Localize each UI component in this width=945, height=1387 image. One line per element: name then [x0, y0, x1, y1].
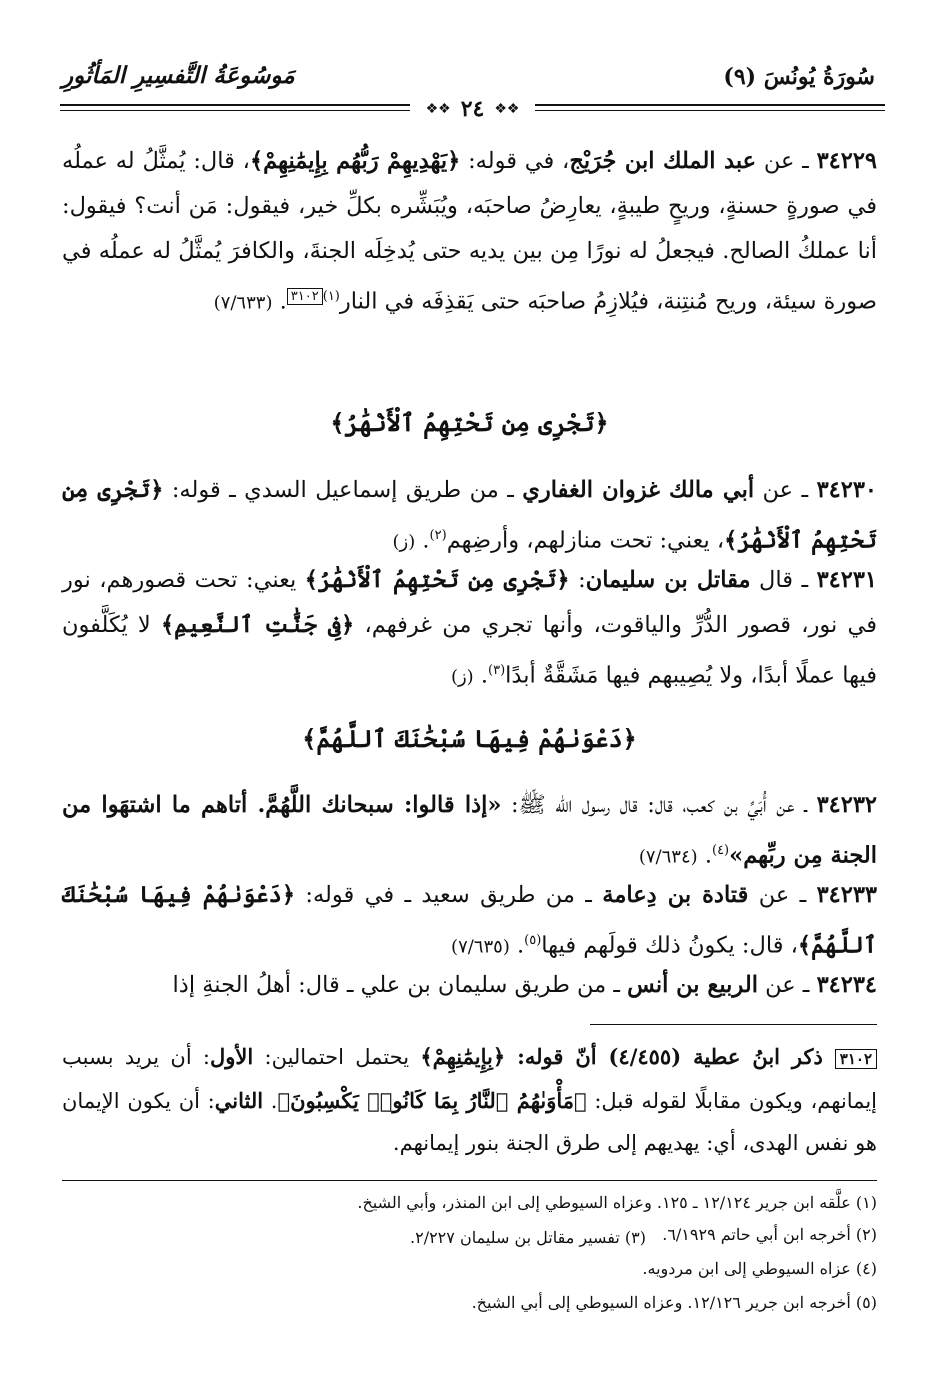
- commentary-rule: [590, 1024, 877, 1025]
- footnote-mark: (٢): [429, 528, 447, 543]
- narrator-name: مقاتل بن سليمان: [585, 567, 751, 593]
- footnote-mark: (٣): [488, 663, 506, 678]
- source-reference: (٧/٦٣٣): [213, 292, 273, 314]
- footnote-1: (١) علَّقه ابن جرير ١٢/١٢٤ ـ ١٢٥. وعزاه السيوطي إلى ابن المنذر، وأبي الشيخ.: [357, 1193, 877, 1212]
- page-number-box: [410, 95, 535, 123]
- source-reference: (٧/٦٣٥): [451, 936, 510, 958]
- footnote-mark: (٤): [711, 843, 730, 858]
- section-heading: ﴿دَعْوَىٰهُمْ فِيهَا سُبْحَٰنَكَ ٱللَّهُمَّ﴾: [302, 724, 637, 753]
- entry-34229: ٣٤٢٢٩ ـ عن عبد الملك ابن جُرَيْج، في قوله: ﴿يَهْدِيهِمْ رَبُّهُم بِإِيمَٰنِهِمْ﴾، قال: يُمثَّلُ له عملُه في صورةٍ حسنةٍ، وريحٍ طيبةٍ، يعارِضُ صاحبَه، ويُبَشِّره بكلِّ خير، فيقول: مَن أنت؟ فيقول: أنا عملكُ الصالح. فيجعلُ له نورًا مِن بين يديه حتى يُدخِلَه الجنةَ، والكافرَ يُمثَّلُ له عملُه في صورة سيئة، وريح مُنتِنة، فيُلازِمُ صاحبَه حتى يَقذِفَه في النار$^{(١)٣١٠٢}$. (٧/٦٣٣): [62, 148, 877, 315]
- commentary-note: ٣١٠٢ ذكر ابنُ عطية (٤/٤٥٥) أنّ قوله: ﴿بِإِيمَٰنِهِمْ﴾ يحتمل احتمالين: الأول: أن يريد بسبب إيمانهم، ويكون مقابلًا لقوله قبل: ﴿مَأْوَىٰهُمُ ٱلنَّارُ بِمَا كَانُوا۟ يَكْسِبُونَ﴾. الثاني: أن يكون الإيمان هو نفس الهدى، أي: يهديهم إلى طرق الجنة بنور إيمانهم.: [62, 1044, 878, 1155]
- entry-number: ٣٤٢٣٢: [816, 792, 877, 818]
- entry-34231: ٣٤٢٣١ ـ قال مقاتل بن سليمان: ﴿تَجْرِى مِن تَحْتِهِمُ ٱلْأَنْهَٰرُ﴾ يعني: تحت قصورهم، نور في نور، قصور الدُّرِّ والياقوت، وأنها تجري من غرفهم، ﴿فِى جَنَّٰتِ ٱلنَّعِيمِ﴾ لا يُكَلَّفون فيها عملًا أبدًا، ولا يُصِيبهم فيها مَشَقَّةٌ أبدًا$^{(٣)}$. (ز): [62, 567, 878, 689]
- entry-34233: ٣٤٢٣٣ ـ عن قتادة بن دِعامة ـ من طريق سعيد ـ في قوله: ﴿دَعْوَىٰهُمْ فِيهَا سُبْحَٰنَكَ ٱللَّهُمَّ﴾، قال: يكونُ ذلك قولَهم فيها$^{(٥)}$. (٧/٦٣٥): [62, 882, 878, 959]
- first-possibility-label: الأول: [210, 1044, 254, 1069]
- source-reference: (٧/٦٣٤): [638, 846, 698, 868]
- note-number-box: ٣١٠٢: [835, 1049, 877, 1069]
- source-reference: (ز): [392, 531, 416, 553]
- footnote-3: (٣) تفسير مقاتل بن سليمان ٢/٢٢٧.: [410, 1228, 646, 1247]
- quran-verse: ﴿تَجْرِى مِن تَحْتِهِمُ ٱلْأَنْهَٰرُ﴾: [62, 477, 877, 554]
- footnote-2: (٢) أخرجه ابن أبي حاتم ٦/١٩٢٩.: [662, 1225, 877, 1244]
- narrator-name: أبي مالك غزوان الغفاري: [522, 477, 755, 503]
- narrator-name: قتادة بن دِعامة: [602, 882, 749, 908]
- book-running-header: مَوسُوعَةُ التَّفسِيرِ المَأثُورِ: [62, 62, 295, 89]
- entry-number: ٣٤٢٣٠: [816, 477, 877, 503]
- ornament-icon: ❖❖: [494, 101, 520, 117]
- page-number: ٢٤: [460, 96, 485, 122]
- entry-number: ٣٤٢٣٤: [816, 972, 877, 998]
- entry-34230: ٣٤٢٣٠ ـ عن أبي مالك غزوان الغفاري ـ من طريق إسماعيل السدي ـ قوله: ﴿تَجْرِى مِن تَحْتِهِمُ ٱلْأَنْهَٰرُ﴾، يعني: تحت منازلهم، وأرضِهم$^{(٢)}$. (ز): [62, 477, 877, 554]
- footnote-mark: (٥): [524, 933, 542, 948]
- quran-verse: ﴿بِإِيمَٰنِهِمْ﴾: [420, 1044, 506, 1069]
- sura-running-header: سُورَةُ يُونُسَ (٩): [723, 64, 875, 90]
- entry-number: ٣٤٢٢٩: [816, 148, 877, 174]
- entry-number: ٣٤٢٣١: [816, 567, 878, 593]
- quran-verse: ﴿دَعْوَىٰهُمْ فِيهَا سُبْحَٰنَكَ ٱللَّهُمَّ﴾: [62, 882, 877, 959]
- footnote-4: (٤) عزاه السيوطي إلى ابن مردويه.: [642, 1259, 877, 1278]
- source-reference: (ز): [450, 666, 474, 688]
- narrator-name: عبد الملك ابن جُرَيْج: [569, 148, 757, 174]
- quran-verse: ﴿يَهْدِيهِمْ رَبُّهُم بِإِيمَٰنِهِمْ﴾: [249, 148, 461, 174]
- note-reference-box: ٣١٠٢: [287, 288, 323, 305]
- entry-34234: ٣٤٢٣٤ ـ عن الربيع بن أنس ـ من طريق سليمان بن علي ـ قال: أهلُ الجنةِ إذا: [172, 972, 877, 998]
- footnotes-rule: [62, 1180, 877, 1181]
- narrator-name: الربيع بن أنس: [627, 972, 758, 998]
- footnote-5: (٥) أخرجه ابن جرير ١٢/١٢٦. وعزاه السيوطي إلى أبي الشيخ.: [471, 1293, 877, 1312]
- second-possibility-label: الثاني: [214, 1088, 264, 1113]
- entry-34232: ٣٤٢٣٢ ـ عن أُبَيِّ بن كعب، قال: قال رسول الله ﷺ: «إذا قالوا: سبحانك اللَّهُمَّ. أتاهم ما اشتهَوا من الجنة مِن ربِّهم»$^{(٤)}$. (٧/٦٣٤): [62, 792, 877, 869]
- quran-verse: ﴿مَأْوَىٰهُمُ ٱلنَّارُ بِمَا كَانُوا۟ يَكْسِبُونَ﴾: [277, 1088, 587, 1113]
- hadith-text: «إذا قالوا: سبحانك اللَّهُمَّ. أتاهم ما اشتهَوا من الجنة مِن ربِّهم»: [62, 792, 877, 869]
- footnote-mark: (١): [322, 289, 340, 304]
- quran-verse: ﴿فِى جَنَّٰتِ ٱلنَّعِيمِ﴾: [160, 612, 355, 638]
- quran-verse: ﴿تَجْرِى مِن تَحْتِهِمُ ٱلْأَنْهَٰرُ﴾: [304, 567, 570, 593]
- section-heading: ﴿تَجْرِى مِن تَحْتِهِمُ ٱلْأَنْهَٰرُ﴾: [330, 408, 609, 437]
- ornament-icon: ❖❖: [425, 101, 451, 117]
- entry-number: ٣٤٢٣٣: [816, 882, 878, 908]
